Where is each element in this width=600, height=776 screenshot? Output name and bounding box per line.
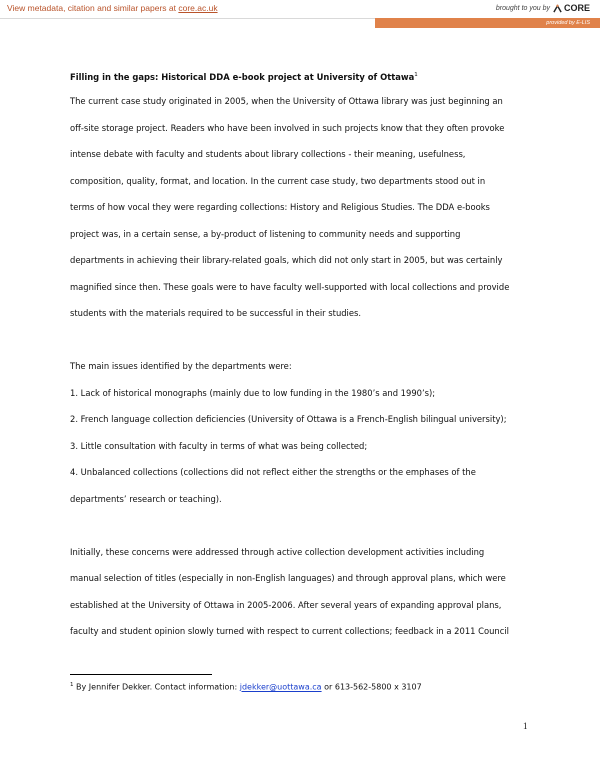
footnote-mark: 1 — [70, 682, 74, 688]
core-topbar — [0, 0, 600, 19]
title-footnote-mark: 1 — [414, 72, 418, 78]
document-title — [70, 62, 530, 88]
core-metadata-notice — [7, 3, 218, 13]
paragraph-1 — [70, 88, 530, 327]
footnote-separator — [70, 674, 212, 675]
text-line: intense debate with faculty and students about library collections - their meaning, usefulness, — [70, 149, 466, 159]
text-line: composition, quality, format, and location. In the current case study, two departments stood out in — [70, 175, 486, 186]
text-line: magnified since then. These goals were to have faculty well-supported with local collections and provide — [70, 281, 510, 292]
document-body — [70, 62, 530, 645]
issues-section — [70, 353, 530, 512]
core-logo-text: CORE — [563, 3, 590, 13]
text-line: terms of how vocal they were regarding collections: History and Religious Studies. The DDA e-books — [70, 202, 490, 212]
text-line: departments in achieving their library-related goals, which did not only start in 2005, but was certainly — [70, 255, 503, 265]
text-line: Initially, these concerns were addressed through active collection development activities including — [70, 546, 485, 557]
text-line: students with the materials required to be successful in their studies. — [70, 308, 362, 318]
text-line: off-site storage project. Readers who have been involved in such projects know that they often provoke — [70, 122, 505, 133]
issue-item: 1. Lack of historical monographs (mainly due to low funding in the 1980’s and 1990’s); — [70, 387, 436, 398]
provider-strip — [375, 18, 600, 28]
paragraph-gap — [70, 327, 530, 354]
page-number: 1 — [523, 721, 528, 731]
issue-item: 4. Unbalanced collections (collections did not reflect either the strengths or the emphases of the — [70, 467, 476, 477]
issue-item: 2. French language collection deficiencies (University of Ottawa is a French-English bilingual university); — [70, 414, 507, 424]
footnote-suffix: or 613-562-5800 x 3107 — [321, 682, 422, 692]
text-line: The current case study originated in 2005, when the University of Ottawa library was just beginning an — [70, 96, 503, 106]
paragraph-3 — [70, 539, 530, 645]
core-brand[interactable] — [496, 3, 590, 13]
core-link[interactable]: core.ac.uk — [178, 3, 218, 13]
footnote-prefix: By Jennifer Dekker. Contact information: — [73, 682, 240, 692]
footnote — [70, 682, 422, 692]
text-line: project was, in a certain sense, a by-product of listening to community needs and supporting — [70, 228, 461, 239]
paragraph-gap — [70, 512, 530, 539]
core-banner — [0, 0, 600, 28]
core-metadata-text: View metadata, citation and similar papers at — [7, 3, 179, 13]
email-link[interactable]: jdekker@uottawa.ca — [239, 682, 322, 692]
brought-to-you-text: brought to you by — [495, 4, 550, 12]
text-line: manual selection of titles (especially in non-English languages) and through approval plans, which were — [70, 573, 506, 583]
issue-item: 3. Little consultation with faculty in terms of what was being collected; — [70, 440, 368, 451]
core-logo — [553, 3, 590, 13]
issues-intro: The main issues identified by the departments were: — [70, 361, 292, 371]
issue-item-continuation: departments’ research or teaching). — [70, 493, 222, 504]
text-line: faculty and student opinion slowly turned with respect to current collections; feedback in a 2011 Council — [70, 626, 509, 636]
core-logo-icon — [553, 4, 562, 13]
title-text: Filling in the gaps: Historical DDA e-book project at University of Ottawa — [70, 71, 415, 82]
provider-text: provided by E-LIS — [546, 20, 590, 26]
text-line: established at the University of Ottawa in 2005-2006. After several years of expanding approval plans, — [70, 599, 502, 610]
